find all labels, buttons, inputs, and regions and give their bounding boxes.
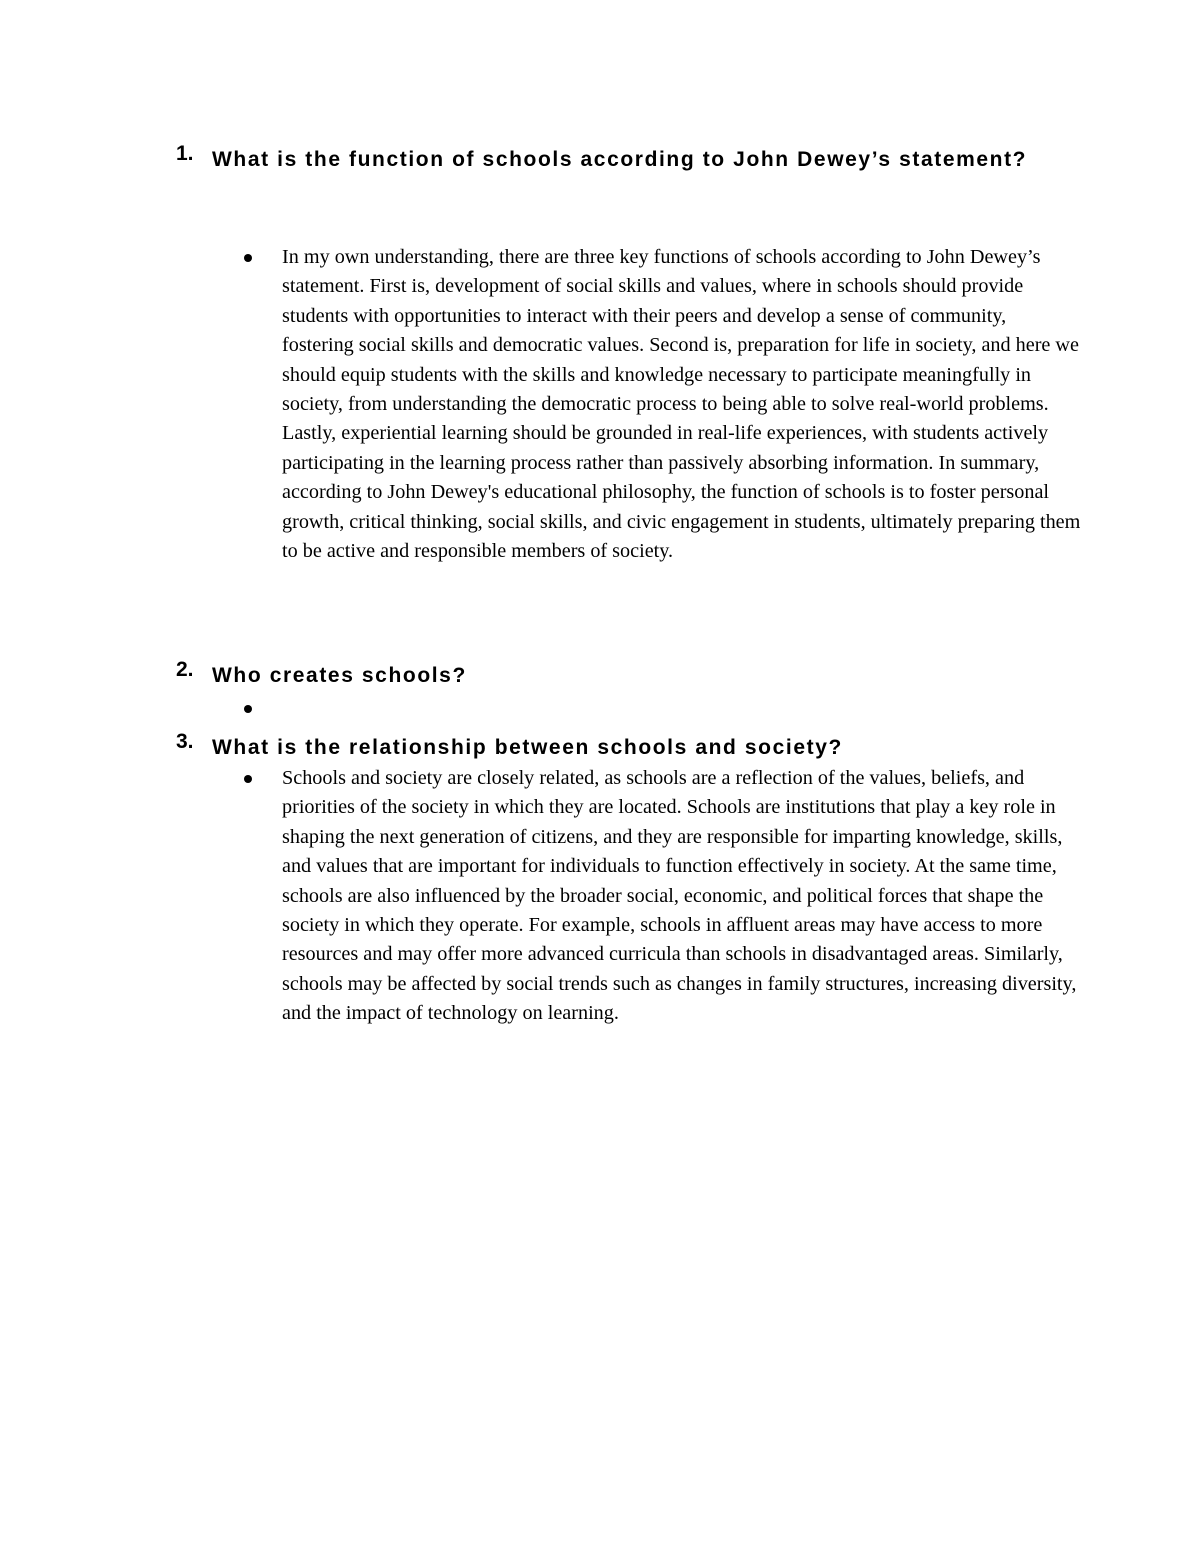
- question-2: [176, 658, 1076, 694]
- question-3-number: 3.: [176, 730, 194, 753]
- question-2-text: Who creates schools?: [212, 664, 467, 687]
- bullet-icon: [244, 775, 252, 783]
- answer-3-text: Schools and society are closely related, as schools are a reflection of the values, beliefs, and priorities of the society in which they are located. Schools are institutions that play a key role in shaping the next generation of citizens, and they are responsible for imparting knowledge, skills, and values that are important for individuals to function effectively in society. At the same time, schools are also influenced by the broader social, economic, and political forces that shape the society in which they operate. For example, schools in affluent areas may have access to more resources and may offer more advanced curricula than schools in disadvantaged areas. Similarly, schools may be affected by social trends such as changes in family structures, increasing diversity, and the impact of technology on learning.: [282, 767, 1077, 1025]
- bullet-icon: [244, 254, 252, 262]
- question-3: [176, 730, 1076, 766]
- question-3-text: What is the relationship between schools and society?: [212, 736, 843, 759]
- question-1-text: What is the function of schools according to John Dewey’s statement?: [212, 148, 1028, 171]
- question-1: [176, 142, 1076, 178]
- bullet-icon: [244, 705, 252, 713]
- question-1-number: 1.: [176, 142, 194, 165]
- answer-1-text: In my own understanding, there are three key functions of schools according to John Dewey’s statement. First is, development of social skills and values, where in schools should provide students with opportunities to interact with their peers and develop a sense of community, fostering social skills and democratic values. Second is, preparation for life in society, and here we should equip students with the skills and knowledge necessary to participate meaningfully in society, from understanding the democratic process to being able to solve real-world problems. Lastly, experiential learning should be grounded in real-life experiences, with students actively participating in the learning process rather than passively absorbing information. In summary, according to John Dewey's educational philosophy, the function of schools is to foster personal growth, critical thinking, social skills, and civic engagement in students, ultimately preparing them to be active and responsible members of society.: [282, 246, 1081, 563]
- question-2-number: 2.: [176, 658, 194, 681]
